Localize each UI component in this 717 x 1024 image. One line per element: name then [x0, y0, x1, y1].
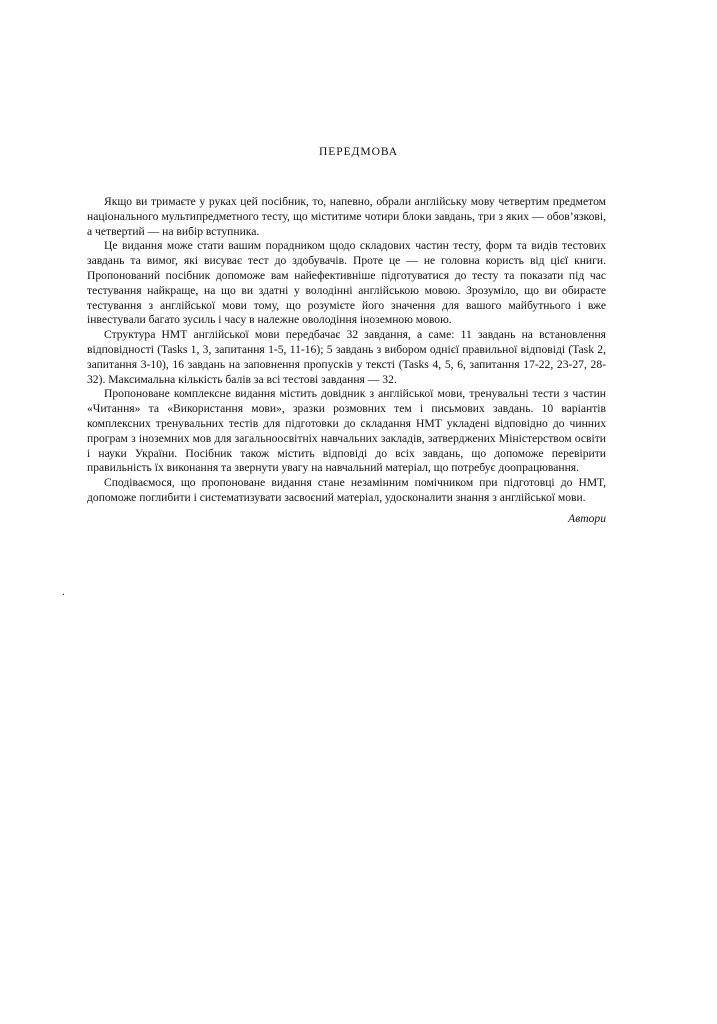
paragraph-2: Це видання може стати вашим порадником щодо складових частин тесту, форм та видів тестових завдань та вимог, які висуває тест до здобувачів. Проте це — не головна користь від цієї книги. Пропонований посібник допоможе вам найефективніше підготуватися до тесту та показати під час тестування найкраще, на що ви здатні у володінні англійською мовою. Зрозуміло, що ви обираєте тестування з англійської мови тому, що розумієте його значення для вашого майбутнього і вже інвестували багато зусиль і часу в належне оволодіння іноземною мовою. [87, 239, 606, 327]
preface-body [87, 195, 606, 527]
paragraph-1: Якщо ви тримаєте у руках цей посібник, то, напевно, обрали англійську мову четвертим предметом національного мультипредметного тесту, що міститиме чотири блоки завдань, три з яких — обов’язкові, а четвертий — на вибір вступника. [87, 195, 606, 238]
page-title: ПЕРЕДМОВА [318, 145, 399, 158]
stray-dot-mark: . [62, 586, 65, 598]
authors-signature: Автори [568, 511, 606, 525]
paragraph-4: Пропоноване комплексне видання містить довідник з англійської мови, тренувальні тести з частин «Читання» та «Використання мови», зразки розмовних тем і письмових завдань. 10 варіантів комплексних тренувальних тестів для підготовки до складання НМТ укладені відповідно до чинних програм з іноземних мов для загальноосвітніх навчальних закладів, затверджених Міністерством освіти і науки України. Посібник також містить відповіді до всіх завдань, що допоможе перевірити правильність їх виконання та звернути увагу на навчальний матеріал, що потребує доопрацювання. [87, 387, 606, 475]
paragraph-3: Структура НМТ англійської мови передбачає 32 завдання, а саме: 11 завдань на встановлення відповідності (Tasks 1, 3, запитання 1-5, 11-16); 5 завдань з вибором однієї правильної відповіді (Task 2, запитання 3-10), 16 завдань на заповнення пропусків у тексті (Tasks 4, 5, 6, запитання 17-22, 23-27, 28-32). Максимальна кількість балів за всі тестові завдання — 32. [87, 328, 606, 386]
paragraph-5: Сподіваємося, що пропоноване видання стане незамінним помічником при підготовці до НМТ, допоможе поглибити і систематизувати засвоєний матеріал, удосконалити знання з англійської мови. [87, 476, 606, 504]
